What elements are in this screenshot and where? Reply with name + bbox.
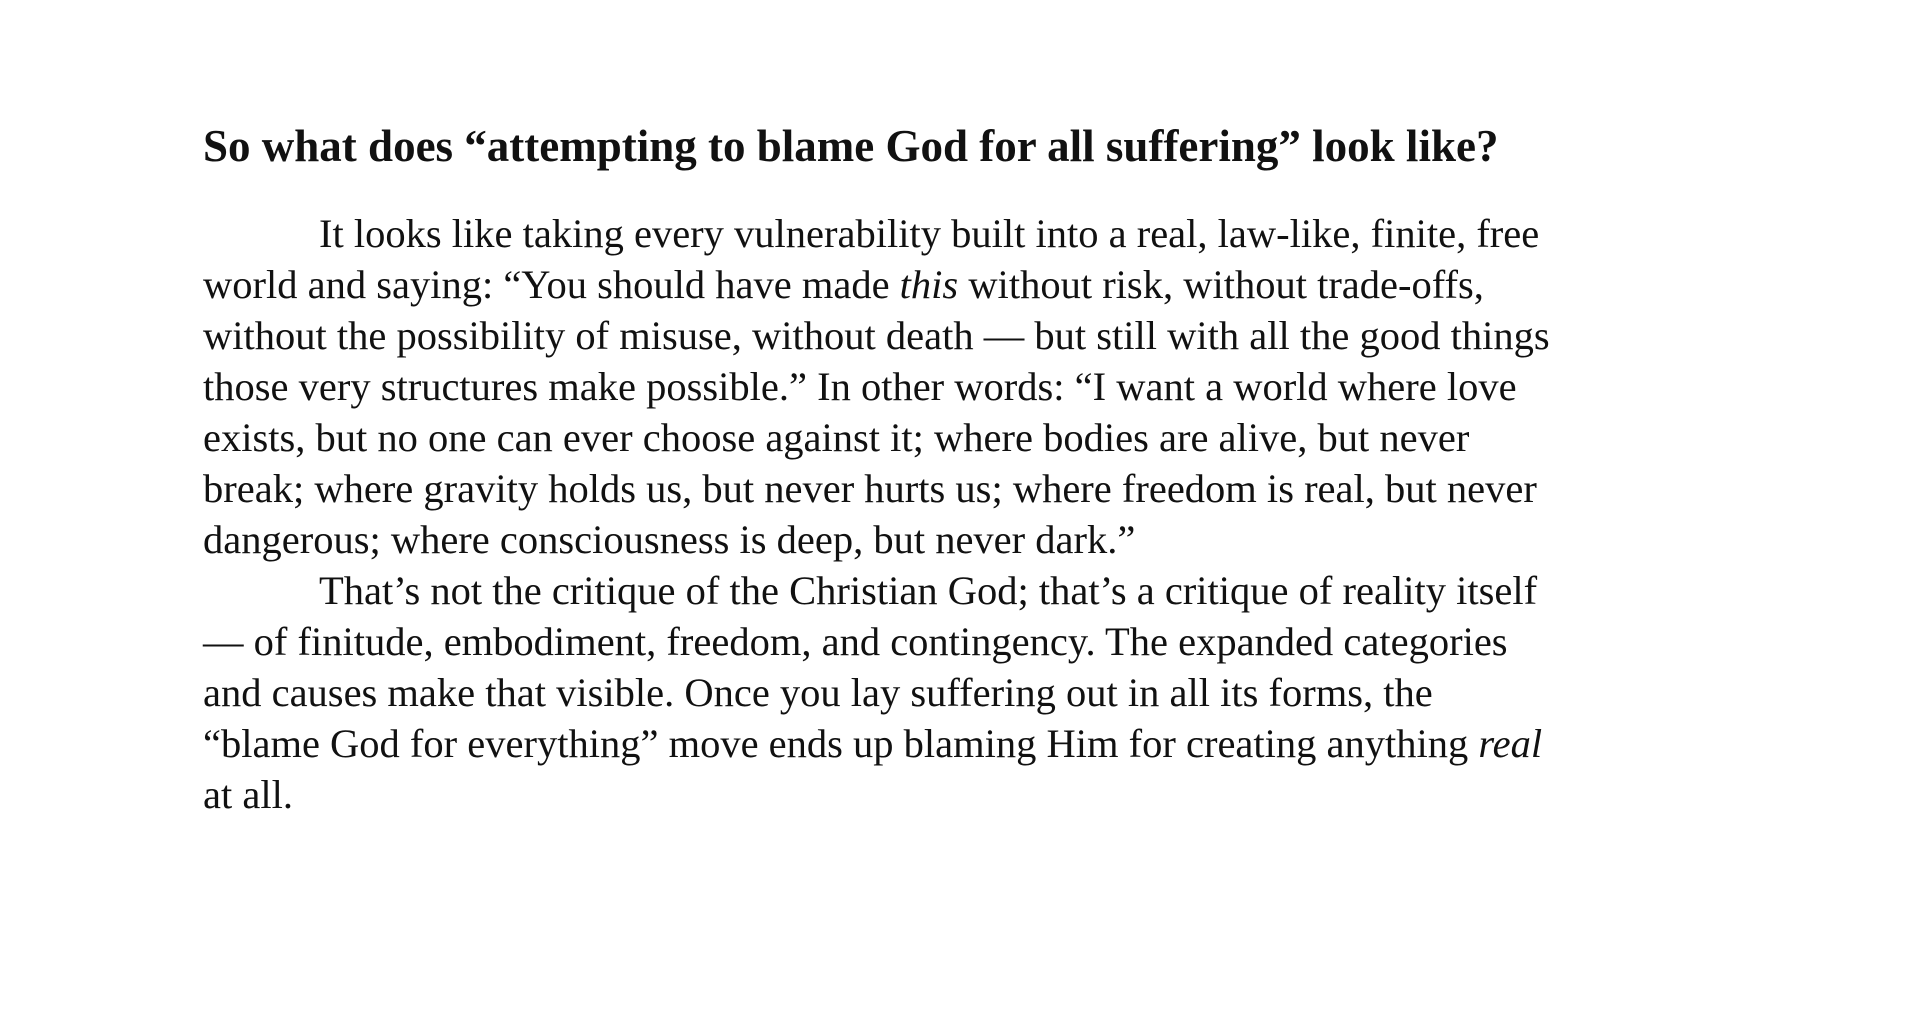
emphasis-this: this — [899, 262, 959, 307]
paragraph-1-line-3: without the possibility of misuse, without death — but still with all the good things — [203, 313, 1550, 358]
paragraph-2-line-2: — of finitude, embodiment, freedom, and contingency. The expanded categories — [203, 619, 1508, 664]
paragraph-2-line-4 — [203, 718, 1703, 769]
document-page — [203, 118, 1703, 820]
paragraph-1-line-5: exists, but no one can ever choose against it; where bodies are alive, but never — [203, 415, 1470, 460]
paragraph-1-line-7: dangerous; where consciousness is deep, but never dark.” — [203, 517, 1136, 562]
emphasis-real: real — [1478, 721, 1543, 766]
line-text: without risk, without trade-offs, — [958, 262, 1484, 307]
section-heading: So what does “attempting to blame God for all suffering” look like? — [203, 121, 1499, 171]
paragraph-1-line-2 — [203, 259, 1703, 310]
paragraph-1-line-6: break; where gravity holds us, but never hurts us; where freedom is real, but never — [203, 466, 1537, 511]
paragraph-2-line-5: at all. — [203, 772, 293, 817]
paragraph-1 — [203, 208, 1703, 565]
paragraph-2 — [203, 565, 1703, 820]
line-text: “blame God for everything” move ends up blaming Him for creating anything — [203, 721, 1479, 766]
paragraph-1-line-1: It looks like taking every vulnerability built into a real, law-like, finite, free — [319, 211, 1540, 256]
line-text: world and saying: “You should have made — [203, 262, 900, 307]
body-text — [203, 208, 1703, 820]
paragraph-2-line-1: That’s not the critique of the Christian God; that’s a critique of reality itself — [319, 568, 1538, 613]
paragraph-1-line-4: those very structures make possible.” In other words: “I want a world where love — [203, 364, 1517, 409]
paragraph-2-line-3: and causes make that visible. Once you lay suffering out in all its forms, the — [203, 670, 1433, 715]
